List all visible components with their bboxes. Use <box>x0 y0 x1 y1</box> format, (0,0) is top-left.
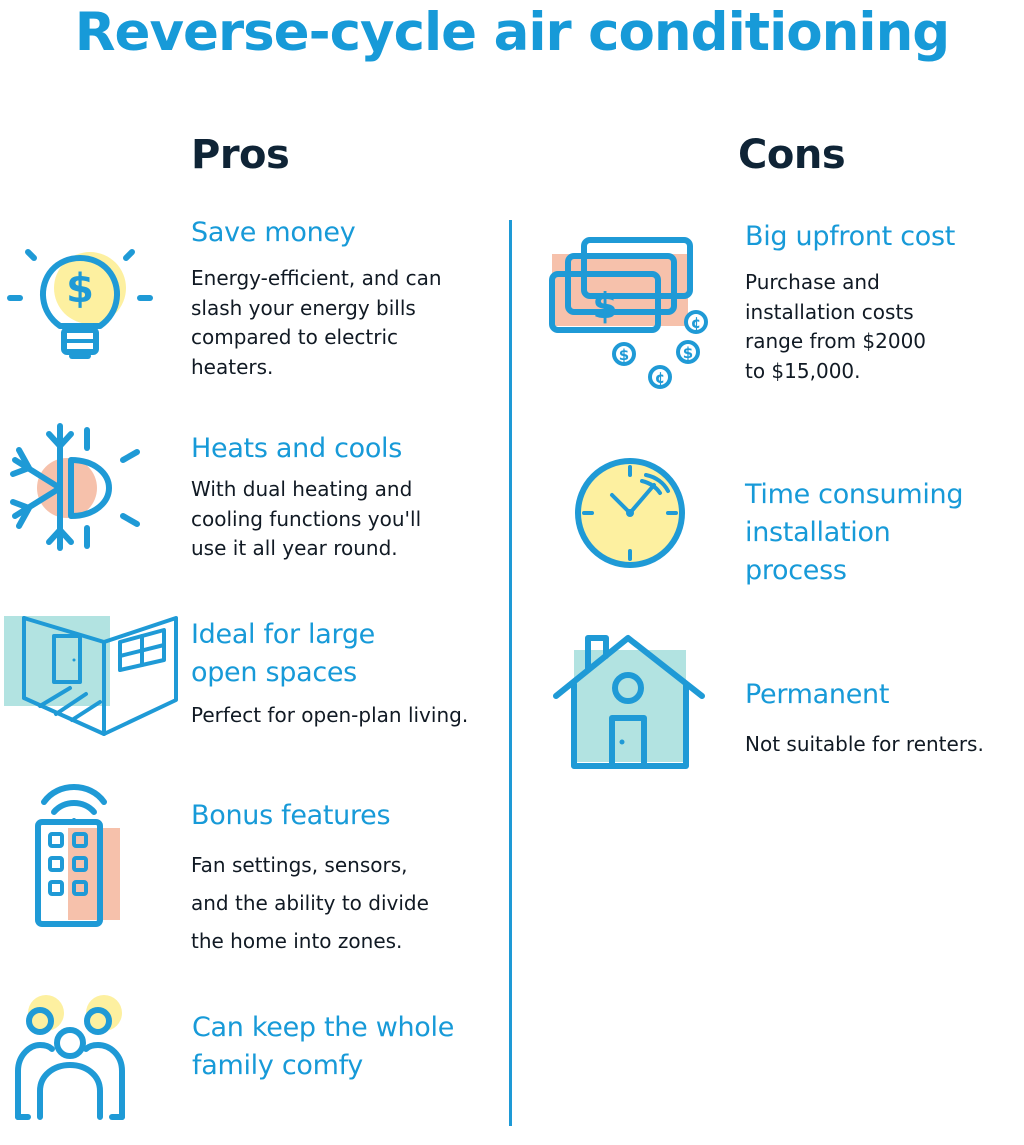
page-title: Reverse-cycle air conditioning <box>74 2 950 63</box>
pro-title-open-spaces <box>191 616 375 692</box>
con-title-permanent <box>745 676 889 714</box>
pro-title-line: open spaces <box>191 657 357 688</box>
pro-desc-bonus-features <box>191 846 429 960</box>
pro-desc-line: Fan settings, sensors, <box>191 853 408 877</box>
pro-title-line: Ideal for large <box>191 619 375 650</box>
pro-title-family <box>192 1009 454 1085</box>
remote-control-icon <box>28 772 128 932</box>
con-desc-permanent <box>745 730 984 760</box>
cons-heading: Cons <box>738 132 846 178</box>
pro-desc-line: compared to electric <box>191 325 399 349</box>
con-title-line: process <box>745 555 847 586</box>
pro-desc-line: the home into zones. <box>191 929 403 953</box>
pro-desc-line: Perfect for open-plan living. <box>191 703 469 727</box>
column-divider <box>509 220 512 1126</box>
pro-title-line: Heats and cools <box>191 433 403 464</box>
con-title-line: Big upfront cost <box>745 221 956 252</box>
lightbulb-dollar-icon <box>0 240 160 370</box>
pro-title-save-money <box>191 214 355 252</box>
pros-heading: Pros <box>191 132 290 178</box>
pro-title-heats-cools <box>191 430 402 468</box>
pro-desc-heats-cools <box>191 475 421 564</box>
dollar-glyph: $ <box>592 286 618 327</box>
pro-desc-line: With dual heating and <box>191 477 413 501</box>
clock-icon <box>570 455 690 575</box>
con-desc-line: Not suitable for renters. <box>745 732 984 756</box>
family-icon <box>10 985 140 1130</box>
pro-desc-open-spaces <box>191 701 468 731</box>
con-desc-line: installation costs <box>745 299 914 324</box>
snowflake-sun-icon <box>5 420 145 555</box>
pro-desc-line: cooling functions you'll <box>191 506 422 531</box>
open-room-icon <box>0 612 180 737</box>
pro-desc-line: Energy-efficient, and can <box>191 266 442 290</box>
con-title-upfront-cost <box>745 218 955 256</box>
house-icon <box>552 632 707 772</box>
pro-desc-line: use it all year round. <box>191 536 398 560</box>
pro-desc-line: heaters. <box>191 354 274 379</box>
con-desc-upfront-cost <box>745 268 926 386</box>
dollar-glyph: $ <box>66 266 94 312</box>
con-desc-line: Purchase and <box>745 270 880 294</box>
dollar-glyph: $ <box>618 346 630 364</box>
pro-desc-line: slash your energy bills <box>191 295 416 320</box>
pro-desc-line: and the ability to divide <box>191 891 429 915</box>
pro-title-line: Bonus features <box>191 800 391 831</box>
pro-title-line: family comfy <box>192 1050 363 1081</box>
dollar-glyph: $ <box>682 344 694 362</box>
cent-glyph: ¢ <box>654 369 666 387</box>
con-title-time-consuming <box>745 476 963 590</box>
cash-coins-icon <box>548 236 713 396</box>
con-desc-line: to $15,000. <box>745 358 861 383</box>
cent-glyph: ¢ <box>690 314 702 332</box>
con-title-line: installation <box>745 517 891 548</box>
con-desc-line: range from $2000 <box>745 329 927 353</box>
pro-desc-save-money <box>191 264 442 382</box>
pro-title-line: Save money <box>191 217 356 248</box>
pro-title-line: Can keep the whole <box>192 1012 455 1043</box>
con-title-line: Permanent <box>745 679 890 710</box>
pro-title-bonus-features <box>191 797 390 835</box>
con-title-line: Time consuming <box>745 479 964 510</box>
